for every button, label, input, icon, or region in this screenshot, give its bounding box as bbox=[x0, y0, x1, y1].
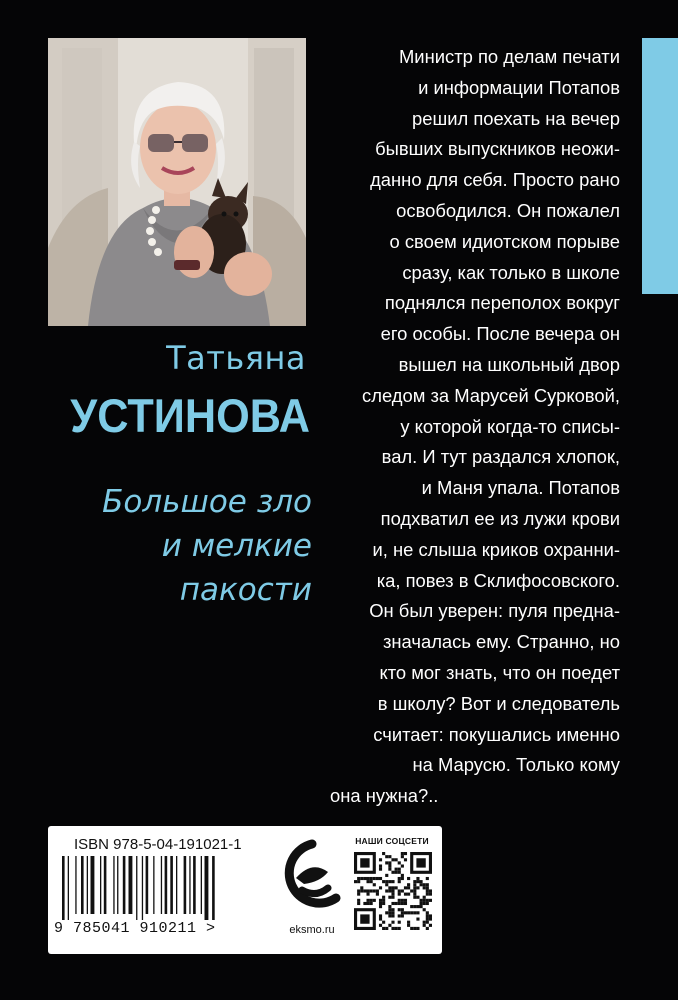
eksmo-logo-icon bbox=[276, 838, 348, 918]
qr-module bbox=[404, 902, 407, 905]
qr-module bbox=[357, 893, 360, 896]
qr-module bbox=[382, 921, 385, 924]
qr-module bbox=[398, 868, 401, 871]
qr-module bbox=[391, 880, 394, 883]
annotation-line: и Маня упала. Потапов bbox=[421, 477, 620, 499]
annotation-line: Он был уверен: пуля предна- bbox=[369, 600, 620, 622]
barcode-digits: 9 785041 910211 > bbox=[54, 920, 216, 937]
annotation-line: значалась ему. Странно, но bbox=[382, 631, 620, 653]
qr-module bbox=[416, 911, 419, 914]
qr-module bbox=[373, 883, 376, 886]
qr-module bbox=[413, 893, 416, 896]
qr-module bbox=[410, 905, 413, 908]
qr-module bbox=[366, 889, 369, 892]
qr-module bbox=[379, 886, 382, 889]
accent-stripe bbox=[642, 38, 678, 294]
qr-module bbox=[398, 861, 401, 864]
qr-module bbox=[398, 927, 401, 930]
qr-module bbox=[379, 902, 382, 905]
qr-module bbox=[395, 902, 398, 905]
annotation-line: она нужна?.. bbox=[330, 785, 439, 807]
qr-module bbox=[382, 880, 385, 883]
publisher-site: eksmo.ru bbox=[289, 924, 335, 936]
qr-module bbox=[413, 886, 416, 889]
qr-module bbox=[426, 927, 429, 930]
qr-module bbox=[426, 911, 429, 914]
qr-module bbox=[385, 880, 388, 883]
qr-module bbox=[379, 868, 382, 871]
qr-module bbox=[413, 911, 416, 914]
qr-module bbox=[391, 889, 394, 892]
book-title-line: Большое зло bbox=[102, 484, 312, 520]
qr-module bbox=[404, 858, 407, 861]
qr-module bbox=[395, 871, 398, 874]
qr-module bbox=[401, 874, 404, 877]
qr-module bbox=[388, 861, 391, 864]
qr-module bbox=[404, 899, 407, 902]
qr-module bbox=[370, 902, 373, 905]
annotation-line: следом за Марусей Сурковой, bbox=[362, 384, 620, 406]
qr-module bbox=[391, 858, 394, 861]
qr-module bbox=[391, 886, 394, 889]
qr-module bbox=[388, 880, 391, 883]
qr-finder bbox=[416, 858, 425, 867]
annotation-line: его особы. После вечера он bbox=[380, 323, 620, 345]
annotation-line: решил поехать на вечер bbox=[412, 107, 620, 129]
isbn-info-box bbox=[48, 826, 442, 954]
qr-finder bbox=[360, 858, 369, 867]
qr-module bbox=[385, 861, 388, 864]
qr-module bbox=[426, 921, 429, 924]
qr-module bbox=[366, 880, 369, 883]
qr-module bbox=[404, 911, 407, 914]
qr-module bbox=[404, 893, 407, 896]
qr-module bbox=[379, 918, 382, 921]
social-label: НАШИ СОЦСЕТИ bbox=[355, 836, 429, 846]
barcode-bar bbox=[62, 856, 65, 920]
qr-module bbox=[385, 927, 388, 930]
qr-module bbox=[376, 893, 379, 896]
qr-module bbox=[401, 911, 404, 914]
qr-module bbox=[416, 918, 419, 921]
qr-module bbox=[391, 893, 394, 896]
qr-module bbox=[388, 924, 391, 927]
qr-module bbox=[416, 880, 419, 883]
annotation-line: освободился. Он пожалел bbox=[396, 199, 620, 221]
qr-module bbox=[429, 889, 432, 892]
qr-module bbox=[416, 877, 419, 880]
barcode-bar bbox=[146, 856, 149, 914]
barcode-bar bbox=[189, 856, 190, 914]
qr-module bbox=[416, 927, 419, 930]
qr-module bbox=[429, 918, 432, 921]
qr-module bbox=[413, 880, 416, 883]
author-photo bbox=[48, 38, 306, 326]
qr-module bbox=[398, 880, 401, 883]
qr-module bbox=[423, 921, 426, 924]
qr-module bbox=[366, 893, 369, 896]
book-title-line: пакости bbox=[179, 572, 312, 608]
qr-module bbox=[357, 902, 360, 905]
qr-module bbox=[360, 877, 363, 880]
barcode-bar bbox=[68, 856, 69, 920]
qr-module bbox=[398, 889, 401, 892]
annotation-line: в школу? Вот и следователь bbox=[377, 692, 620, 714]
qr-module bbox=[416, 886, 419, 889]
annotation-line: вал. И тут раздался хлопок, bbox=[381, 446, 620, 468]
qr-module bbox=[407, 886, 410, 889]
qr-module bbox=[429, 893, 432, 896]
qr-module bbox=[404, 852, 407, 855]
qr-module bbox=[398, 893, 401, 896]
qr-finder bbox=[360, 914, 369, 923]
qr-module bbox=[407, 877, 410, 880]
qr-module bbox=[382, 899, 385, 902]
qr-module bbox=[423, 924, 426, 927]
qr-module bbox=[385, 874, 388, 877]
annotation-line: на Марусю. Только кому bbox=[412, 754, 620, 776]
qr-module bbox=[401, 864, 404, 867]
qr-module bbox=[401, 889, 404, 892]
barcode-bar bbox=[205, 856, 209, 920]
qr-module bbox=[388, 889, 391, 892]
qr-module bbox=[398, 871, 401, 874]
qr-module bbox=[429, 914, 432, 917]
qr-module bbox=[385, 883, 388, 886]
barcode-bar bbox=[113, 856, 114, 914]
annotation-line: поднялся переполох вокруг bbox=[384, 292, 620, 314]
qr-module bbox=[388, 868, 391, 871]
barcode-bar bbox=[212, 856, 215, 920]
qr-module bbox=[416, 896, 419, 899]
qr-module bbox=[366, 877, 369, 880]
author-first-name: Татьяна bbox=[166, 339, 306, 377]
qr-module bbox=[379, 858, 382, 861]
author-last-name: УСТИНОВА bbox=[70, 389, 310, 442]
barcode-bar bbox=[201, 856, 202, 914]
book-title bbox=[40, 480, 312, 612]
qr-module bbox=[357, 880, 360, 883]
qr-module bbox=[395, 868, 398, 871]
annotation-line: бывших выпускников неожи- bbox=[375, 138, 620, 160]
barcode-bar bbox=[153, 856, 154, 914]
qr-module bbox=[366, 899, 369, 902]
qr-module bbox=[429, 899, 432, 902]
qr-module bbox=[391, 911, 394, 914]
qr-module bbox=[420, 883, 423, 886]
qr-module bbox=[401, 852, 404, 855]
qr-module bbox=[420, 899, 423, 902]
qr-module bbox=[373, 877, 376, 880]
qr-module bbox=[416, 905, 419, 908]
qr-module bbox=[398, 914, 401, 917]
qr-module bbox=[401, 899, 404, 902]
qr-module bbox=[379, 864, 382, 867]
barcode-bar bbox=[184, 856, 187, 914]
qr-module bbox=[426, 893, 429, 896]
qr-module bbox=[426, 899, 429, 902]
qr-module bbox=[379, 914, 382, 917]
barcode-bar bbox=[176, 856, 177, 914]
qr-module bbox=[413, 889, 416, 892]
barcode-bar bbox=[81, 856, 84, 914]
qr-module bbox=[376, 889, 379, 892]
qr-module bbox=[407, 883, 410, 886]
barcode-bar bbox=[104, 856, 107, 914]
qr-module bbox=[423, 896, 426, 899]
qr-module bbox=[363, 902, 366, 905]
qr-module bbox=[398, 908, 401, 911]
qr-module bbox=[426, 914, 429, 917]
qr-module bbox=[420, 880, 423, 883]
qr-module bbox=[370, 899, 373, 902]
qr-module bbox=[360, 886, 363, 889]
qr-module bbox=[379, 924, 382, 927]
qr-module bbox=[395, 927, 398, 930]
qr-module bbox=[413, 896, 416, 899]
qr-module bbox=[407, 924, 410, 927]
qr-module bbox=[426, 902, 429, 905]
qr-module bbox=[385, 911, 388, 914]
qr-module bbox=[376, 877, 379, 880]
qr-module bbox=[395, 886, 398, 889]
annotation-line: сразу, как только в школе bbox=[402, 261, 620, 283]
annotation-line: вышел на школьный двор bbox=[398, 353, 620, 375]
qr-module bbox=[429, 924, 432, 927]
annotation-line: считает: покушались именно bbox=[373, 723, 620, 745]
qr-module bbox=[401, 877, 404, 880]
qr-module bbox=[407, 921, 410, 924]
qr-module bbox=[426, 889, 429, 892]
qr-module bbox=[423, 899, 426, 902]
barcode-bar bbox=[117, 856, 118, 914]
qr-module bbox=[426, 877, 429, 880]
qr-module bbox=[379, 905, 382, 908]
qr-module bbox=[391, 902, 394, 905]
qr-module bbox=[413, 883, 416, 886]
qr-module bbox=[391, 908, 394, 911]
annotation-line: подхватил ее из лужи крови bbox=[380, 507, 620, 529]
qr-module bbox=[370, 877, 373, 880]
qr-code-icon bbox=[354, 852, 432, 930]
qr-module bbox=[388, 855, 391, 858]
qr-module bbox=[398, 899, 401, 902]
qr-module bbox=[382, 896, 385, 899]
qr-module bbox=[373, 899, 376, 902]
book-title-line: и мелкие bbox=[161, 528, 312, 564]
qr-module bbox=[413, 927, 416, 930]
qr-module bbox=[379, 899, 382, 902]
isbn-label: ISBN 978-5-04-191021-1 bbox=[74, 836, 242, 853]
qr-module bbox=[366, 902, 369, 905]
annotation-line: и информации Потапов bbox=[418, 76, 620, 98]
qr-module bbox=[388, 914, 391, 917]
barcode-bar bbox=[100, 856, 101, 914]
qr-module bbox=[388, 905, 391, 908]
qr-module bbox=[391, 896, 394, 899]
qr-module bbox=[420, 905, 423, 908]
qr-module bbox=[391, 914, 394, 917]
qr-module bbox=[404, 886, 407, 889]
annotation-line: кто мог знать, что он поедет bbox=[379, 661, 620, 683]
qr-module bbox=[354, 880, 357, 883]
barcode-bar bbox=[142, 856, 143, 920]
qr-module bbox=[423, 883, 426, 886]
qr-module bbox=[401, 902, 404, 905]
qr-module bbox=[382, 902, 385, 905]
qr-module bbox=[398, 921, 401, 924]
annotation-line: о своем идиотском порыве bbox=[389, 230, 620, 252]
qr-module bbox=[370, 880, 373, 883]
qr-module bbox=[423, 886, 426, 889]
qr-module bbox=[410, 927, 413, 930]
qr-module bbox=[388, 908, 391, 911]
qr-module bbox=[373, 889, 376, 892]
qr-module bbox=[360, 889, 363, 892]
annotation-line: и, не слыша криков охранни- bbox=[372, 538, 620, 560]
annotation-line: Министр по делам печати bbox=[398, 46, 620, 67]
barcode-bar bbox=[193, 856, 196, 914]
barcode-bar bbox=[91, 856, 95, 914]
book-annotation bbox=[330, 42, 620, 812]
qr-module bbox=[426, 883, 429, 886]
barcode-bar bbox=[87, 856, 88, 914]
barcode-bar bbox=[136, 856, 137, 920]
qr-module bbox=[391, 927, 394, 930]
qr-module bbox=[388, 886, 391, 889]
annotation-line: данно для себя. Просто рано bbox=[370, 169, 620, 191]
qr-module bbox=[398, 902, 401, 905]
qr-module bbox=[385, 855, 388, 858]
qr-module bbox=[401, 914, 404, 917]
barcode bbox=[58, 856, 258, 920]
qr-module bbox=[426, 886, 429, 889]
qr-module bbox=[363, 877, 366, 880]
barcode-bar bbox=[75, 856, 76, 914]
qr-module bbox=[357, 889, 360, 892]
qr-module bbox=[420, 902, 423, 905]
qr-module bbox=[391, 871, 394, 874]
qr-module bbox=[410, 889, 413, 892]
qr-module bbox=[357, 877, 360, 880]
barcode-bar bbox=[161, 856, 162, 914]
qr-module bbox=[401, 908, 404, 911]
annotation-line: у которой когда-то списы- bbox=[400, 415, 620, 437]
qr-module bbox=[357, 899, 360, 902]
qr-module bbox=[385, 889, 388, 892]
barcode-bar bbox=[129, 856, 133, 914]
qr-module bbox=[388, 911, 391, 914]
qr-module bbox=[407, 893, 410, 896]
qr-module bbox=[423, 908, 426, 911]
qr-module bbox=[388, 864, 391, 867]
qr-module bbox=[401, 855, 404, 858]
qr-module bbox=[363, 889, 366, 892]
qr-module bbox=[398, 877, 401, 880]
qr-module bbox=[388, 896, 391, 899]
qr-module bbox=[382, 927, 385, 930]
qr-module bbox=[370, 889, 373, 892]
qr-module bbox=[413, 905, 416, 908]
qr-module bbox=[382, 852, 385, 855]
annotation-line: ка, повез в Склифосовского. bbox=[376, 569, 620, 591]
barcode-bar bbox=[170, 856, 173, 914]
qr-module bbox=[410, 911, 413, 914]
qr-module bbox=[379, 877, 382, 880]
qr-module bbox=[426, 918, 429, 921]
qr-module bbox=[407, 911, 410, 914]
qr-module bbox=[395, 858, 398, 861]
qr-module bbox=[391, 921, 394, 924]
barcode-bar bbox=[123, 856, 126, 914]
qr-module bbox=[423, 902, 426, 905]
barcode-bar bbox=[165, 856, 168, 914]
